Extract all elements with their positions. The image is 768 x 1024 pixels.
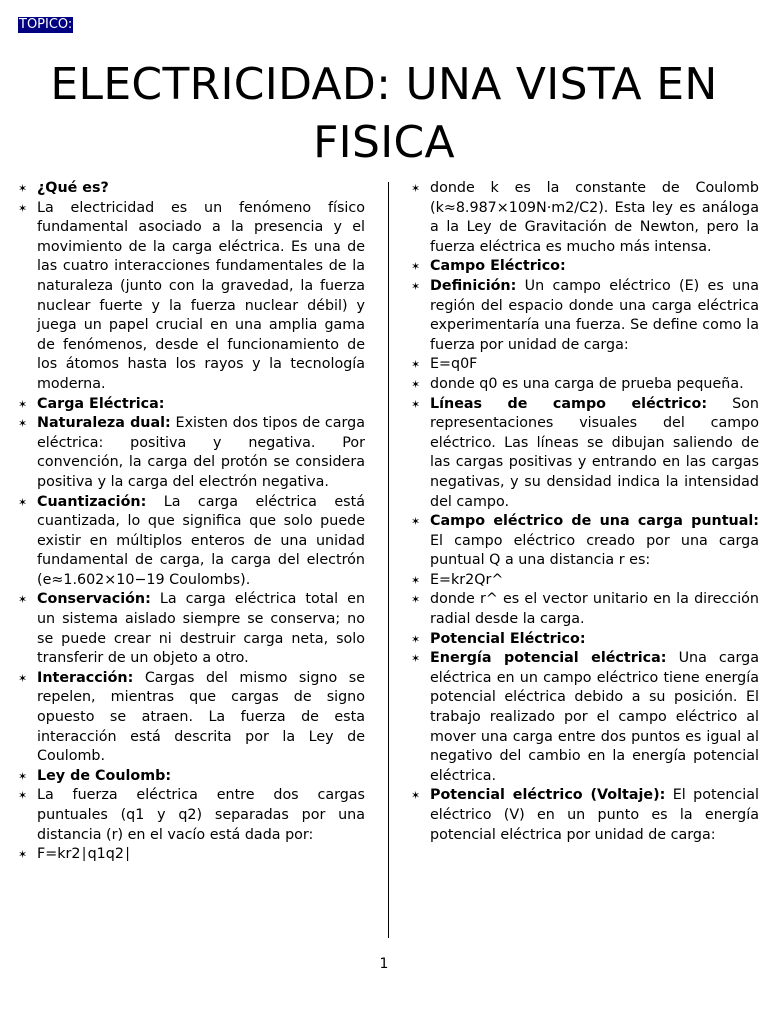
list-item [18, 493, 365, 591]
asterisk-bullet-icon: ✶ [18, 417, 28, 431]
bullet-term: ¿Qué es? [37, 180, 109, 196]
list-item [411, 355, 759, 375]
asterisk-bullet-icon: ✶ [411, 358, 421, 372]
bullet-term: Carga Eléctrica: [37, 395, 165, 412]
right-column [411, 179, 759, 845]
bullet-text: La fuerza eléctrica entre dos cargas puntuales (q1 y q2) separadas por una distancia (r) en el vacío está dada por: [37, 787, 365, 843]
asterisk-bullet-icon: ✶ [411, 397, 421, 411]
bullet-term: Ley de Coulomb: [37, 767, 172, 784]
bullet-text: Una carga eléctrica en un campo eléctrico tiene energía potencial eléctrica debido a su posición. El trabajo realizado por el campo eléctrico al mover una carga entre dos puntos es igual al negativo del cambio en la energía potencial eléctrica. [430, 650, 760, 784]
bullet-term: Conservación: [37, 591, 151, 608]
list-item [18, 845, 365, 865]
asterisk-bullet-icon: ✶ [18, 495, 28, 509]
bullet-text: donde r^ es el vector unitario en la dirección radial desde la carga. [430, 591, 759, 628]
list-item [411, 512, 759, 571]
bullet-text: E=q0F [430, 356, 478, 373]
page-number: 1 [379, 956, 389, 972]
bullet-text: Son representaciones visuales del campo eléctrico. Las líneas se dibujan saliendo de las cargas positivas y entrando en las cargas negativas, y su densidad indica la intensidad del campo. [430, 395, 759, 510]
list-item [18, 669, 365, 767]
list-item [18, 786, 365, 845]
bullet-term: Potencial Eléctrico: [430, 630, 586, 647]
asterisk-bullet-icon: ✶ [18, 769, 28, 783]
bullet-text: La electricidad es un fenómeno físico fundamental asociado a la presencia y el movimiento de la carga eléctrica. Es una de las cuatro interacciones fundamentales de la naturaleza (junto con la gravedad, la fuerza nuclear fuerte y la fuerza nuclear débil) y juega un papel crucial en una amplia gama de fenómenos, desde el funcionamiento de los átomos hasta los rayos y la tecnología moderna. [37, 199, 365, 392]
bullet-text: Un campo eléctrico (E) es una región del espacio donde una carga eléctrica experimentaría una fuerza. Se define como la fuerza por unidad de carga: [430, 277, 759, 353]
topic-label: TOPICO: [19, 17, 73, 32]
list-item [411, 630, 759, 650]
list-item [411, 571, 759, 591]
asterisk-bullet-icon: ✶ [18, 848, 28, 862]
list-item [411, 590, 759, 629]
bullet-term: Interacción: [37, 669, 134, 686]
right-bullet-list [411, 179, 759, 845]
list-item [18, 395, 365, 415]
list-item [411, 277, 759, 355]
bullet-term: Energía potencial eléctrica: [430, 650, 667, 667]
asterisk-bullet-icon: ✶ [411, 593, 421, 607]
list-item [18, 590, 365, 668]
bullet-text: El campo eléctrico creado por una carga puntual Q a una distancia r es: [430, 532, 759, 569]
list-item [411, 179, 759, 257]
list-item [411, 375, 759, 395]
list-item [411, 257, 759, 277]
bullet-text: El potencial eléctrico (V) en un punto es la energía potencial eléctrica por unidad de carga: [430, 787, 759, 843]
asterisk-bullet-icon: ✶ [411, 632, 421, 646]
bullet-text: donde q0 es una carga de prueba pequeña. [430, 375, 744, 392]
asterisk-bullet-icon: ✶ [18, 593, 28, 607]
list-item [411, 649, 759, 786]
asterisk-bullet-icon: ✶ [411, 182, 421, 195]
list-item [18, 199, 365, 395]
asterisk-bullet-icon: ✶ [18, 397, 28, 411]
asterisk-bullet-icon: ✶ [18, 671, 28, 685]
asterisk-bullet-icon: ✶ [411, 652, 421, 666]
list-item [411, 786, 759, 845]
asterisk-bullet-icon: ✶ [411, 260, 421, 274]
asterisk-bullet-icon: ✶ [18, 789, 28, 803]
bullet-term: Líneas de campo eléctrico: [430, 395, 708, 412]
bullet-term: Campo Eléctrico: [430, 258, 566, 275]
asterisk-bullet-icon: ✶ [411, 515, 421, 529]
document-title: ELECTRICIDAD: UNA VISTA EN FISICA [50, 59, 718, 168]
bullet-term: Definición: [430, 277, 517, 294]
asterisk-bullet-icon: ✶ [411, 377, 421, 391]
bullet-term: Naturaleza dual: [37, 415, 171, 432]
bullet-term: Potencial eléctrico (Voltaje): [430, 787, 666, 804]
left-bullet-list [18, 179, 365, 865]
bullet-text: donde k es la constante de Coulomb (k≈8.987×109N·m2/C2). Esta ley es análoga a la Ley de Gravitación de Newton, pero la fuerza eléctrica es mucho más intensa. [430, 180, 759, 255]
asterisk-bullet-icon: ✶ [18, 201, 28, 215]
left-column [18, 179, 365, 865]
asterisk-bullet-icon: ✶ [411, 279, 421, 293]
bullet-text: La carga eléctrica está cuantizada, lo que significa que solo puede existir en múltiplos enteros de una unidad fundamental de carga, la carga del electrón (e≈1.602×10−19 Coulombs). [37, 493, 366, 588]
list-item [18, 414, 365, 492]
bullet-text: Existen dos tipos de carga eléctrica: positiva y negativa. Por convención, la carga del protón se considera positiva y la carga del electrón negativa. [37, 415, 366, 490]
bullet-term: Campo eléctrico de una carga puntual: [430, 513, 759, 530]
list-item [18, 767, 365, 787]
list-item [411, 395, 759, 513]
bullet-text: Cargas del mismo signo se repelen, mientras que cargas de signo opuesto se atraen. La fuerza de esta interacción está descrita por la Ley de Coulomb. [37, 669, 366, 765]
bullet-term: Cuantización: [37, 493, 147, 510]
asterisk-bullet-icon: ✶ [18, 182, 28, 195]
bullet-text: F=kr2∣q1q2∣ [37, 846, 132, 863]
asterisk-bullet-icon: ✶ [411, 573, 421, 587]
bullet-text: E=kr2Qr^ [430, 571, 504, 588]
bullet-text: La carga eléctrica total en un sistema aislado siempre se conserva; no se puede crear ni destruir carga neta, solo transferir de un objeto a otro. [37, 591, 366, 667]
asterisk-bullet-icon: ✶ [411, 789, 421, 803]
column-divider [388, 182, 389, 938]
list-item [18, 179, 365, 199]
